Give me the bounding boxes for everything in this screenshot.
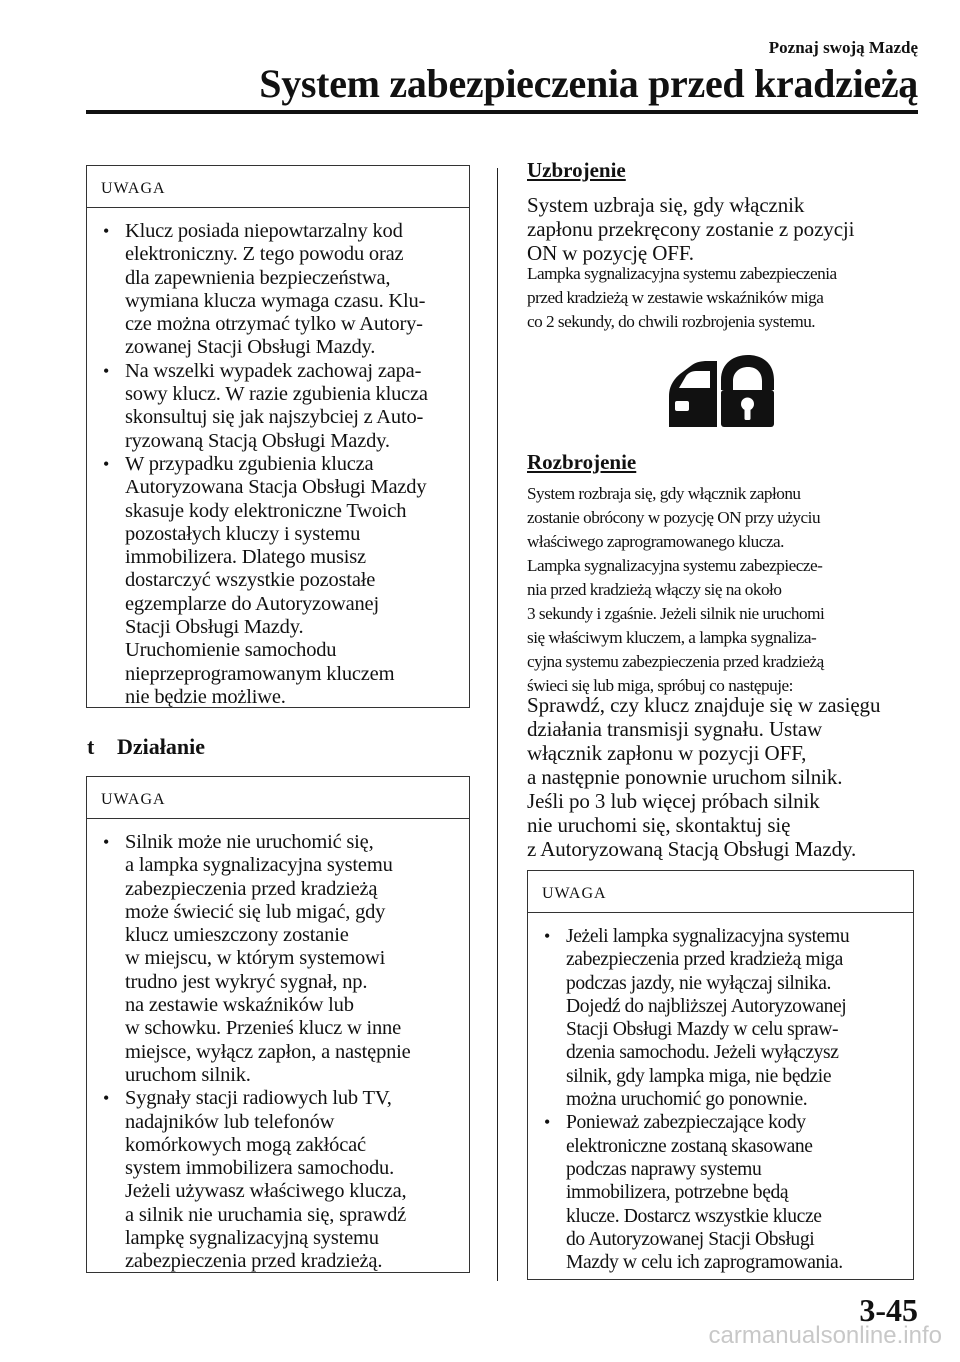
note-item-text: Klucz posiada niepowtarzalny kod elektroniczny. Z tego powodu oraz dla zapewnienia bezpieczeństwa, wymiana klucza wymaga czasu. Klu- cze można otrzymać tylko w Autory- zowanej Stacji Obsługi Mazdy. [125, 220, 426, 359]
note-item [540, 925, 905, 1111]
note-box-key [86, 165, 470, 708]
disarming-steps: Sprawdź, czy klucz znajduje się w zasięgu działania transmisji sygnału. Ustaw włącznik zapłonu w pozycji OFF, a następnie ponownie uruchom silnik. Jeśli po 3 lub więcej próbach silnik nie uruchomi się, skontaktuj się z Autoryzowaną Stacją Obsługi Mazdy. [527, 693, 881, 861]
bullet-icon: • [103, 360, 110, 381]
note-heading: UWAGA [87, 166, 469, 208]
note-list [528, 913, 913, 1274]
car-padlock-icon [666, 352, 776, 430]
page-title: System zabezpieczenia przed kradzieżą [259, 61, 918, 106]
note-item-text: Silnik może nie uruchomić się, a lampka sygnalizacyjna systemu zabezpieczenia przed kradzieżą może świecić się lub migać, gdy klucz umieszczony zostanie w miejscu, w którym systemowi trudno jest wykryć sygnał, np. na zestawie wskaźników lub w schowku. Przenieś klucz w inne miejsce, wyłącz zapłon, a następnie uruchom silnik. [125, 831, 411, 1086]
column-divider [497, 168, 498, 1281]
header-rule [86, 110, 918, 114]
note-item [540, 1111, 905, 1274]
note-item [99, 360, 461, 453]
arming-text: System uzbraja się, gdy włącznik zapłonu przekręcony zostanie z pozycji ON w pozycję OFF. [527, 193, 855, 265]
arming-heading: Uzbrojenie [527, 158, 626, 182]
note-item [99, 220, 461, 360]
bullet-icon: • [103, 453, 110, 474]
note-item [99, 453, 461, 709]
note-list [87, 819, 469, 1274]
note-item [99, 1087, 461, 1273]
site-watermark: carmanualsonline.info [708, 1322, 942, 1349]
note-heading: UWAGA [87, 777, 469, 819]
note-item-text: Na wszelki wypadek zachowaj zapa- sowy klucz. W razie zgubienia klucza skonsultuj się jak najszybciej z Auto- ryzowaną Stacją Obsługi Mazdy. [125, 359, 428, 452]
note-list [87, 208, 469, 709]
bullet-icon: • [103, 832, 110, 852]
note-box-signal [86, 776, 470, 1273]
bullet-icon: • [103, 1088, 110, 1109]
bullet-icon: • [544, 926, 550, 946]
bullet-icon: • [103, 221, 110, 241]
section-title [87, 734, 205, 760]
section-marker: t [87, 734, 95, 759]
disarming-heading: Rozbrojenie [527, 450, 637, 474]
note-item-text: Sygnały stacji radiowych lub TV, nadajników lub telefonów komórkowych mogą zakłócać system immobilizera samochodu. Jeżeli używasz właściwego klucza, a silnik nie uruchamia się, sprawdź lampkę sygnalizacyjną systemu zabezpieczenia przed kradzieżą. [125, 1087, 407, 1273]
note-heading: UWAGA [528, 871, 913, 913]
disarming-text: System rozbraja się, gdy włącznik zapłonu zostanie obrócony w pozycję ON przy użyciu właściwego zaprogramowanego klucza. Lampka sygnalizacyjna systemu zabezpiecze- nia przed kradzieżą włączy się na około 3 sekundy i zgaśnie. Jeżeli silnik nie uruchomi się właściwym kluczem, a lampka sygnaliza- cyjna systemu zabezpieczenia przed kradzieżą świeci się lub miga, spróbuj co następuje: [527, 484, 825, 695]
bullet-icon: • [544, 1112, 550, 1133]
section-title-text: Działanie [117, 734, 205, 759]
note-item [99, 831, 461, 1087]
note-item-text: Jeżeli lampka sygnalizacyjna systemu zabezpieczenia przed kradzieżą miga podczas jazdy, nie wyłączaj silnika. Dojedź do najbliższej Autoryzowanej Stacji Obsługi Mazdy w celu spraw- dzenia samochodu. Jeżeli wyłączysz silnik, gdy lampka miga, nie będzie można uruchomić go ponownie. [566, 926, 850, 1111]
chapter-title: Poznaj swoją Mazdę [768, 38, 918, 57]
page-number: 3-45 [859, 1292, 918, 1328]
arming-note: Lampka sygnalizacyjna systemu zabezpieczenia przed kradzieżą w zestawie wskaźników miga co 2 sekundy, do chwili rozbrojenia systemu. [527, 264, 837, 331]
note-item-text: Ponieważ zabezpieczające kody elektroniczne zostaną skasowane podczas naprawy systemu immobilizera, potrzebne będą klucze. Dostarcz wszystkie klucze do Autoryzowanej Stacji Obsługi Mazdy w celu ich zaprogramowania. [566, 1112, 843, 1274]
note-box-warning [527, 870, 914, 1280]
note-item-text: W przypadku zgubienia klucza Autoryzowana Stacja Obsługi Mazdy skasuje kody elektroniczne Twoich pozostałych kluczy i systemu immobilizera. Dlatego musisz dostarczyć wszystkie pozostałe egzemplarze do Autoryzowanej Stacji Obsługi Mazdy. Uruchomienie samochodu nieprzeprogramowanym kluczem nie będzie możliwe. [125, 452, 427, 708]
